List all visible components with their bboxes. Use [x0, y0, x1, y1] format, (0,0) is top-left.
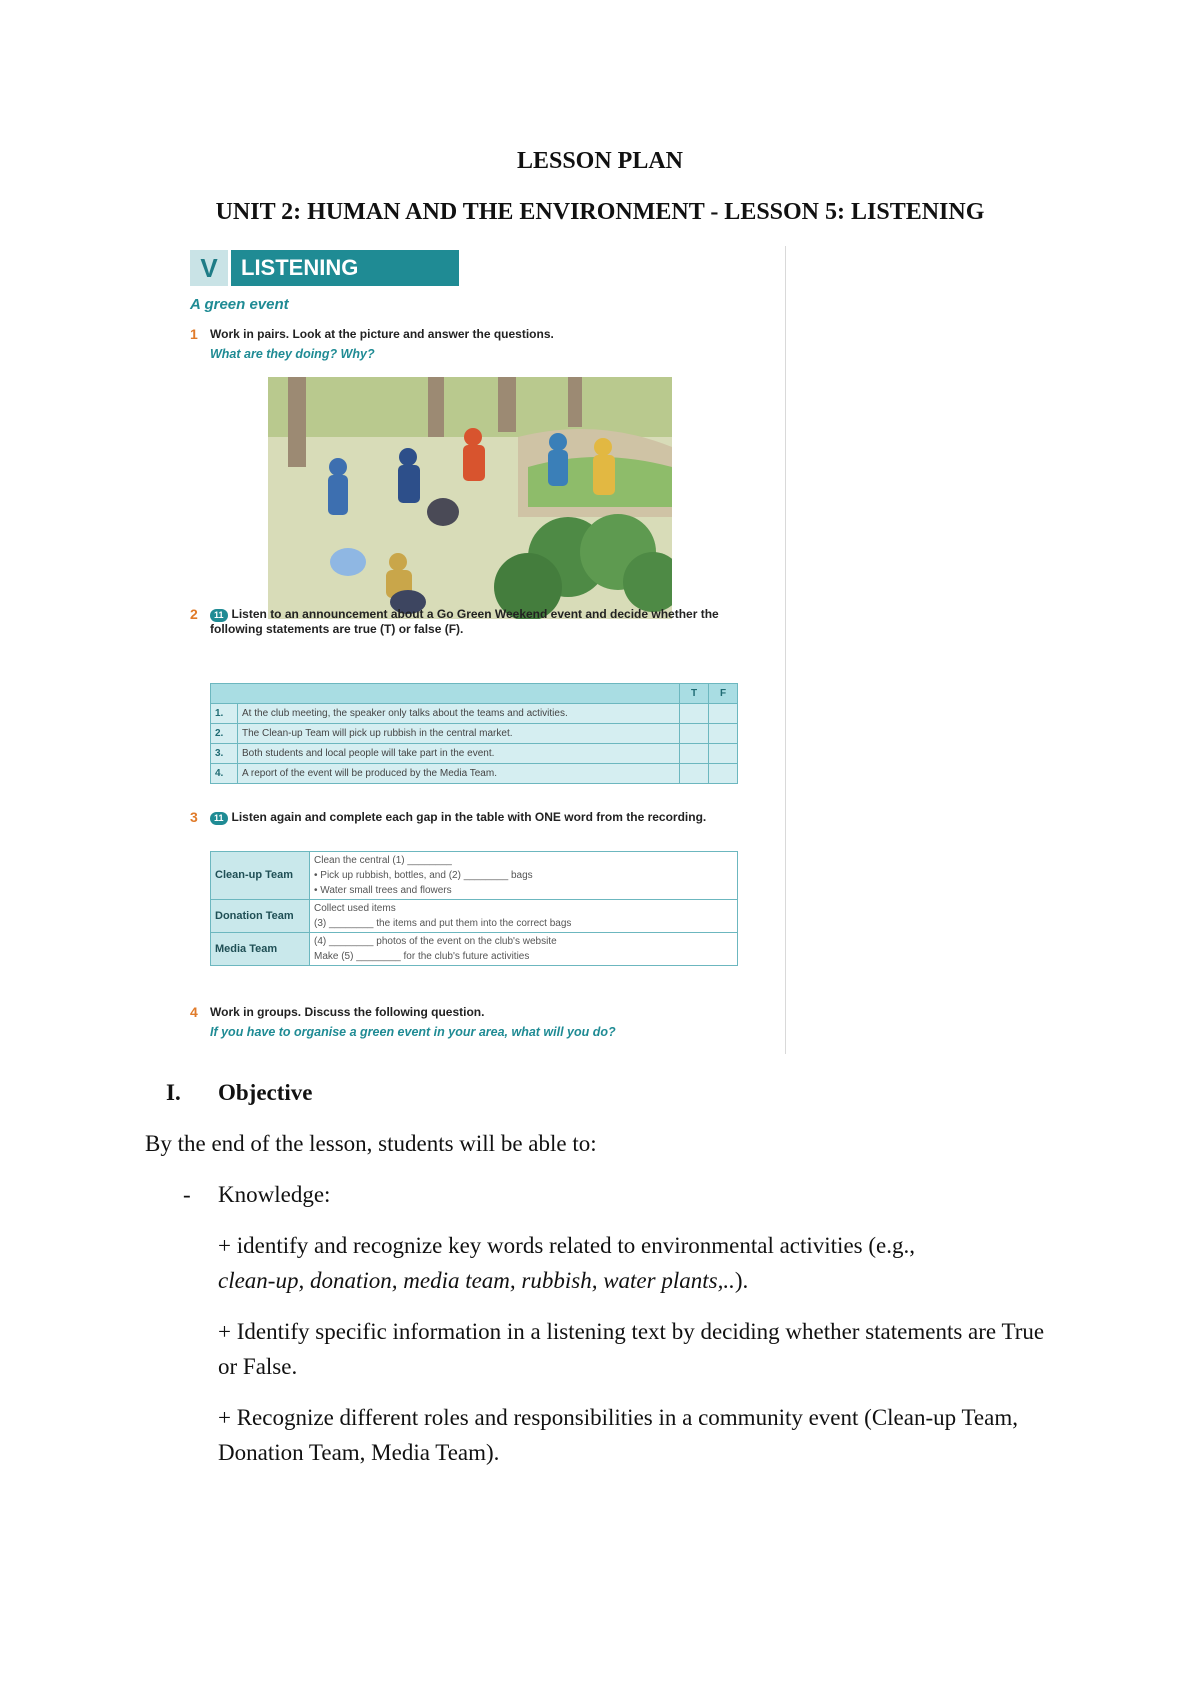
row-number: 1. — [211, 704, 238, 724]
exercise-2-number: 2 — [190, 606, 198, 622]
statement: At the club meeting, the speaker only talks about the teams and activities. — [238, 704, 680, 724]
true-false-table — [210, 683, 738, 784]
false-cell[interactable] — [709, 764, 738, 784]
column-true: T — [680, 684, 709, 704]
task-line: Collect used items — [314, 903, 396, 914]
exercise-4-number: 4 — [190, 1004, 198, 1020]
page-title: LESSON PLAN — [516, 148, 684, 174]
team-tasks — [310, 900, 738, 933]
table-row — [211, 852, 738, 900]
exercise-2-instruction-text: Listen to an announcement about a Go Green Weekend event and decide whether the following statements are true (T) or false (F). — [210, 607, 719, 636]
exercise-1-instruction: Work in pairs. Look at the picture and answer the questions. — [210, 327, 554, 341]
knowledge-label: Knowledge: — [218, 1182, 331, 1207]
illustration-cleanup — [268, 377, 672, 619]
team-name: Clean-up Team — [211, 852, 310, 900]
topic-title: A green event — [190, 296, 289, 313]
table-row — [211, 724, 738, 744]
section-title: LISTENING — [231, 250, 459, 286]
objective-point-2: + Identify specific information in a listening text by deciding whether statements are True or False. — [218, 1319, 1045, 1379]
table-row — [211, 704, 738, 724]
exercise-1-number: 1 — [190, 326, 198, 342]
intro-text: By the end of the lesson, students will be able to: — [145, 1131, 597, 1156]
team-tasks — [310, 852, 738, 900]
point-examples: clean-up, donation, media team, rubbish, water plants,.. — [218, 1268, 735, 1293]
true-cell[interactable] — [680, 764, 709, 784]
column-false: F — [709, 684, 738, 704]
false-cell[interactable] — [709, 724, 738, 744]
exercise-4-question: If you have to organise a green event in your area, what will you do? — [210, 1025, 616, 1039]
page-subtitle: UNIT 2: HUMAN AND THE ENVIRONMENT - LESSON 5: LISTENING — [215, 199, 985, 225]
task-line: Clean the central (1) ________ — [314, 855, 452, 866]
false-cell[interactable] — [709, 704, 738, 724]
table-row — [211, 744, 738, 764]
table-row — [211, 764, 738, 784]
cleanup-scene-illustration — [268, 377, 672, 619]
objective-point-3: + Recognize different roles and responsibilities in a community event (Clean-up Team, Donation Team, Media Team). — [218, 1405, 1018, 1465]
audio-track-badge[interactable]: 11 — [210, 812, 228, 825]
section-number: I. — [166, 1080, 181, 1105]
section-header — [190, 250, 459, 286]
task-line: (3) ________ the items and put them into the correct bags — [314, 918, 572, 929]
statement: A report of the event will be produced by the Media Team. — [238, 764, 680, 784]
team-name: Media Team — [211, 933, 310, 966]
row-number: 2. — [211, 724, 238, 744]
team-tasks — [310, 933, 738, 966]
task-line: Make (5) ________ for the club's future activities — [314, 951, 530, 962]
row-number: 3. — [211, 744, 238, 764]
true-cell[interactable] — [680, 724, 709, 744]
exercise-3-instruction-text: Listen again and complete each gap in the table with ONE word from the recording. — [231, 810, 707, 824]
audio-track-badge[interactable]: 11 — [210, 609, 228, 622]
section-letter: V — [190, 250, 228, 286]
row-number: 4. — [211, 764, 238, 784]
true-cell[interactable] — [680, 704, 709, 724]
false-cell[interactable] — [709, 744, 738, 764]
section-heading: Objective — [218, 1080, 313, 1105]
exercise-3-number: 3 — [190, 809, 198, 825]
exercise-3-instruction — [210, 810, 750, 825]
task-line: • Water small trees and flowers — [314, 885, 452, 896]
statement: The Clean-up Team will pick up rubbish in the central market. — [238, 724, 680, 744]
table-row — [211, 900, 738, 933]
exercise-2-instruction — [210, 607, 750, 637]
textbook-scan — [145, 246, 786, 1054]
task-line: • Pick up rubbish, bottles, and (2) ________ bags — [314, 870, 533, 881]
task-line: (4) ________ photos of the event on the club's website — [314, 936, 557, 947]
gap-fill-table — [210, 851, 738, 966]
point-text: + identify and recognize key words related to environmental activities (e.g., — [218, 1233, 915, 1258]
exercise-4-instruction: Work in groups. Discuss the following question. — [210, 1005, 485, 1019]
table-header-blank — [211, 684, 680, 704]
table-row — [211, 933, 738, 966]
objective-point-1 — [218, 1228, 1048, 1298]
statement: Both students and local people will take part in the event. — [238, 744, 680, 764]
exercise-1-question: What are they doing? Why? — [210, 347, 375, 361]
team-name: Donation Team — [211, 900, 310, 933]
point-text-end: ). — [734, 1268, 749, 1293]
bullet-dash: - — [183, 1182, 191, 1207]
true-cell[interactable] — [680, 744, 709, 764]
